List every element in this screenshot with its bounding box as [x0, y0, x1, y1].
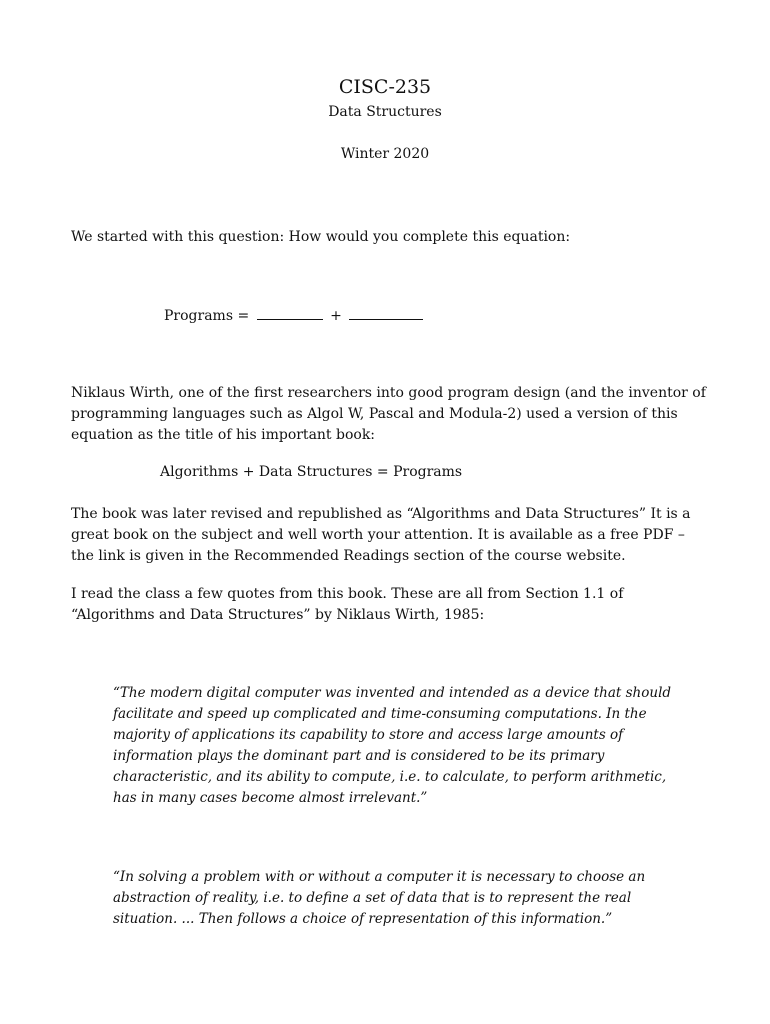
equation-lhs: Programs = [164, 308, 250, 324]
equation-blank-1 [257, 305, 323, 320]
equation-plus: + [330, 308, 342, 324]
book-title-equation: Algorithms + Data Structures = Programs [160, 464, 463, 480]
quotes-intro-paragraph: I read the class a few quotes from this book. These are all from Section 1.1 of “Algorithms and Data Structures” by Niklaus Wirth, 1985: [71, 586, 624, 623]
wirth-paragraph: Niklaus Wirth, one of the first researchers into good program design (and the inventor of programming languages such as Algol W, Pascal and Modula-2) used a version of this equation as the title of his important book: [71, 385, 706, 443]
equation-line [164, 305, 426, 324]
course-term: Winter 2020 [340, 146, 430, 162]
course-code: CISC-235 [338, 76, 432, 98]
intro-question: We started with this question: How would you complete this equation: [71, 229, 571, 245]
quote-block: “In solving a problem with or without a computer it is necessary to choose an abstraction of reality, i.e. to define a set of data that is to represent the real situation. ... Then follows a choice of representation of this information.” [113, 869, 646, 927]
course-name: Data Structures [328, 104, 442, 120]
equation-blank-2 [349, 305, 423, 320]
revised-paragraph: The book was later revised and republished as “Algorithms and Data Structures” It is a great book on the subject and well worth your attention. It is available as a free PDF – the link is given in the Recommended Readings section of the course website. [71, 506, 691, 564]
quote-block: “The modern digital computer was invented and intended as a device that should facilitate and speed up complicated and time-consuming computations. In the majority of applications its capability to store and access large amounts of information plays the dominant part and is considered to be its primary characteristic, and its ability to compute, i.e. to calculate, to perform arithmetic, has in many cases become almost irrelevant.” [113, 685, 672, 806]
